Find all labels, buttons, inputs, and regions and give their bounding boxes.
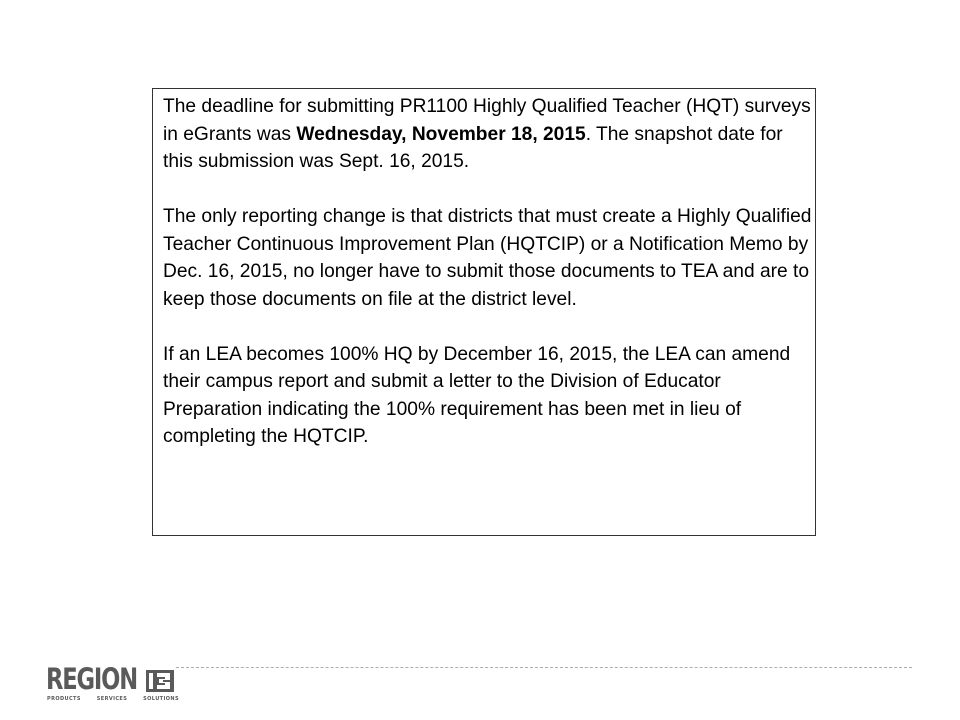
logo-tagline-solutions: SOLUTIONS [143,696,179,702]
deadline-text-lead: The deadline for submitting PR1100 Highly Qualified Teacher (HQT) surveys in eGrants was [163,96,811,145]
logo-tagline [47,696,179,702]
deadline-text-tail: . The snapshot date for this submission was Sept. 16, 2015. [163,123,783,172]
logo-wordmark: REGION [46,662,138,696]
deadline-date: Wednesday, November 18, 2015 [296,123,586,145]
notice-paragraph-lea-amend: If an LEA becomes 100% HQ by December 16, 2015, the LEA can amend their campus report and submit a letter to the Division of Educator Preparation indicating the 100% requirement has been met in lieu of completing the HQTCIP. [163,343,791,447]
logo-number-mark-icon [146,670,174,692]
logo-tagline-products: PRODUCTS [47,696,81,702]
footer-dashed-rule [176,667,912,668]
notice-paragraph-deadline [163,93,815,176]
notice-paragraph-reporting-change: The only reporting change is that districts that must create a Highly Qualified Teacher Continuous Improvement Plan (HQTCIP) or a Notification Memo by Dec. 16, 2015, no longer have to submit those documents to TEA and are to keep those documents on file at the district level. [163,206,812,310]
notice-text-box [152,88,816,536]
logo-tagline-services: SERVICES [96,696,128,702]
region-13-logo [46,664,182,704]
